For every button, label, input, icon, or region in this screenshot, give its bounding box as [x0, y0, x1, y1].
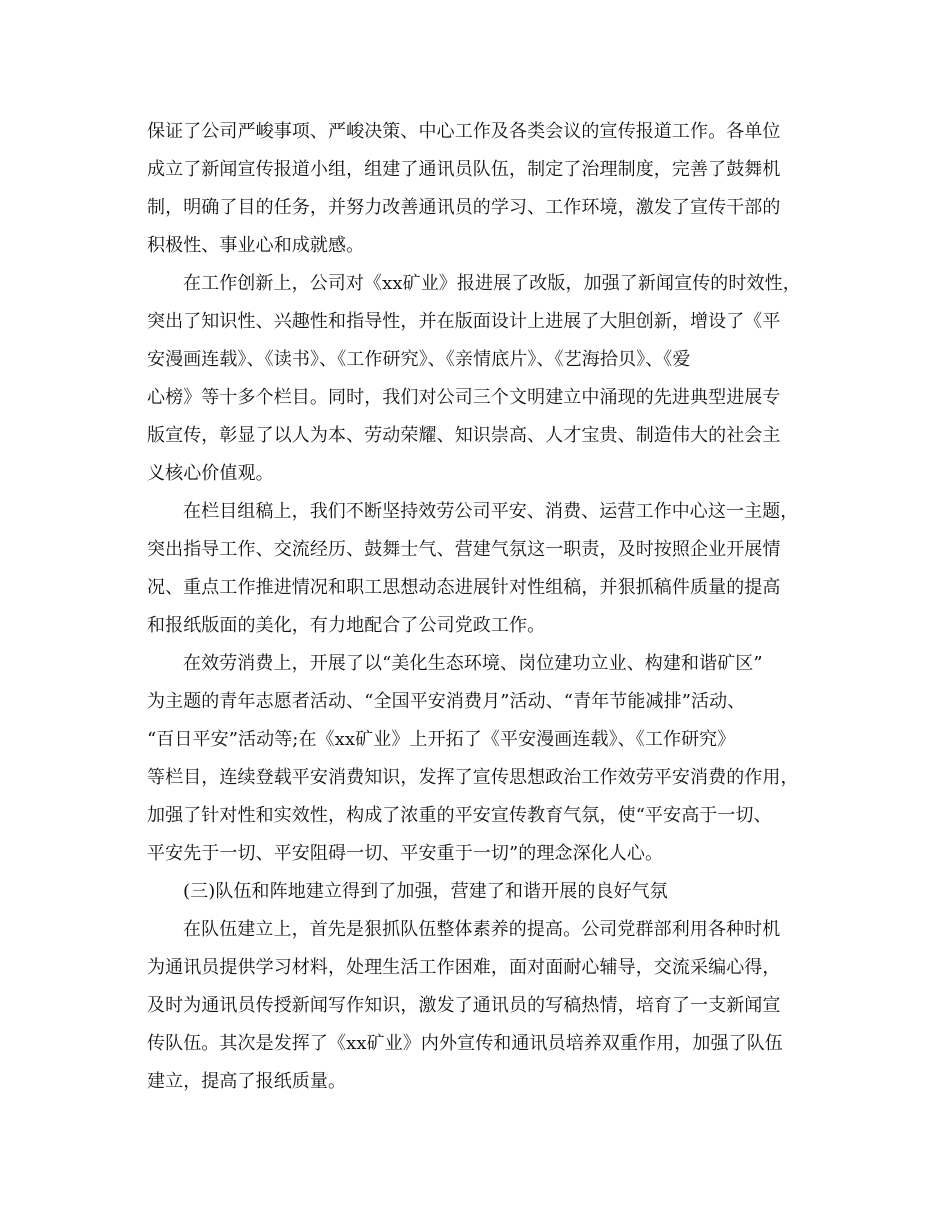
paragraph-first-line: 在效劳消费上，开展了以“美化生态环境、岗位建功立业、构建和谐矿区”: [183, 653, 763, 674]
text-line: 制，明确了目的任务，并努力改善通讯员的学习、工作环境，激发了宣传干部的: [147, 197, 781, 218]
text-line: 义核心价值观。: [147, 463, 274, 484]
text-line: 建立，提高了报纸质量。: [147, 1071, 347, 1092]
paragraph-first-line: 在队伍建立上，首先是狠抓队伍整体素养的提高。公司党群部利用各种时机: [183, 919, 781, 940]
text-line: 突出指导工作、交流经历、鼓舞士气、营建气氛这一职责，及时按照企业开展情: [147, 539, 781, 560]
text-line: “百日平安”活动等;在《xx矿业》上开拓了《平安漫画连载》、《工作研究》: [147, 729, 736, 750]
text-line: 版宣传，彰显了以人为本、劳动荣耀、知识崇高、人才宝贵、制造伟大的社会主: [147, 425, 781, 446]
text-line: 心榜》等十多个栏目。同时，我们对公司三个文明建立中涌现的先进典型进展专: [147, 387, 781, 408]
text-line: 成立了新闻宣传报道小组，组建了通讯员队伍，制定了治理制度，完善了鼓舞机: [147, 159, 781, 180]
text-line: 传队伍。其次是发挥了《xx矿业》内外宣传和通讯员培养双重作用，加强了队伍: [147, 1033, 783, 1054]
text-line: 积极性、事业心和成就感。: [147, 235, 365, 256]
text-line: 安漫画连载》、《读书》、《工作研究》、《亲情底片》、《艺海拾贝》、《爱: [147, 349, 691, 370]
paragraph-first-line: 在工作创新上，公司对《xx矿业》报进展了改版，加强了新闻宣传的时效性，: [183, 273, 801, 294]
text-line: 平安先于一切、平安阻碍一切、平安重于一切”的理念深化人心。: [147, 843, 664, 864]
section-heading: (三)队伍和阵地建立得到了加强，营建了和谐开展的良好气氛: [183, 881, 668, 902]
text-line: 况、重点工作推进情况和职工思想动态进展针对性组稿，并狠抓稿件质量的提高: [147, 577, 781, 598]
text-line: 加强了针对性和实效性，构成了浓重的平安宣传教育气氛，使“平安高于一切、: [147, 805, 772, 826]
paragraph-first-line: 在栏目组稿上，我们不断坚持效劳公司平安、消费、运营工作中心这一主题，: [183, 501, 799, 522]
text-line: 为主题的青年志愿者活动、“全国平安消费月”活动、“青年节能减排”活动、: [147, 691, 746, 712]
text-line: 等栏目，连续登载平安消费知识，发挥了宣传思想政治工作效劳平安消费的作用，: [147, 767, 799, 788]
text-line: 突出了知识性、兴趣性和指导性，并在版面设计上进展了大胆创新，增设了《平: [147, 311, 781, 332]
text-line: 为通讯员提供学习材料，处理生活工作困难，面对面耐心辅导，交流采编心得，: [147, 957, 781, 978]
text-line: 保证了公司严峻事项、严峻决策、中心工作及各类会议的宣传报道工作。各单位: [147, 121, 781, 142]
text-line: 和报纸版面的美化，有力地配合了公司党政工作。: [147, 615, 546, 636]
text-line: 及时为通讯员传授新闻写作知识，激发了通讯员的写稿热情，培育了一支新闻宣: [147, 995, 781, 1016]
